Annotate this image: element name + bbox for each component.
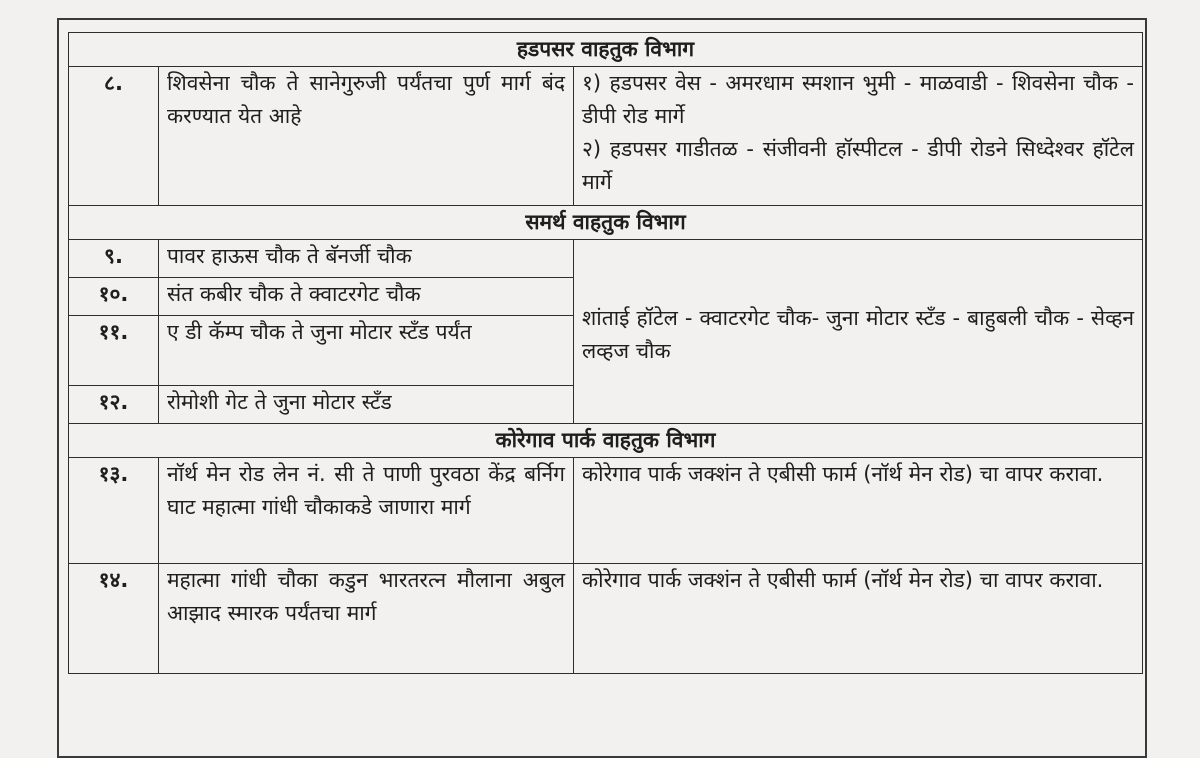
table-row bbox=[69, 240, 1143, 278]
alternate-route: कोरेगाव पार्क जक्शंन ते एबीसी फार्म (नॉर्थ मेन रोड) चा वापर करावा. bbox=[574, 458, 1143, 564]
table-row bbox=[69, 458, 1143, 564]
row-number: १२. bbox=[69, 386, 159, 424]
section-title: समर्थ वाहतुक विभाग bbox=[69, 206, 1143, 240]
road-closure-table bbox=[68, 32, 1143, 674]
row-number: ११. bbox=[69, 316, 159, 386]
section-title: हडपसर वाहतुक विभाग bbox=[69, 33, 1143, 67]
shared-alternate-route: शांताई हॉटेल - क्वाटरगेट चौक- जुना मोटार स्टँड - बाहुबली चौक - सेव्हन लव्हज चौक bbox=[574, 240, 1143, 424]
row-number: १०. bbox=[69, 278, 159, 316]
alternate-route: कोरेगाव पार्क जक्शंन ते एबीसी फार्म (नॉर्थ मेन रोड) चा वापर करावा. bbox=[574, 564, 1143, 674]
alternate-route-option: २) हडपसर गाडीतळ - संजीवनी हॉस्पीटल - डीपी रोडने सिध्देश्वर हॉटेल मार्गे bbox=[582, 137, 1135, 194]
closed-route: नॉर्थ मेन रोड लेन नं. सी ते पाणी पुरवठा केंद्र बर्निग घाट महात्मा गांधी चौकाकडे जाणारा मार्ग bbox=[159, 458, 574, 564]
row-number: ८. bbox=[69, 67, 159, 206]
table-row bbox=[69, 564, 1143, 674]
row-number: ९. bbox=[69, 240, 159, 278]
section-title: कोरेगाव पार्क वाहतुक विभाग bbox=[69, 424, 1143, 458]
table-row bbox=[69, 67, 1143, 206]
alternate-route bbox=[574, 67, 1143, 206]
closed-route: ए डी कॅम्प चौक ते जुना मोटार स्टँड पर्यंत bbox=[159, 316, 574, 386]
row-number: १४. bbox=[69, 564, 159, 674]
closed-route: शिवसेना चौक ते सानेगुरुजी पर्यंतचा पुर्ण मार्ग बंद करण्यात येत आहे bbox=[159, 67, 574, 206]
closed-route: महात्मा गांधी चौका कडुन भारतरत्न मौलाना अबुल आझाद स्मारक पर्यंतचा मार्ग bbox=[159, 564, 574, 674]
section-header-row bbox=[69, 424, 1143, 458]
row-number: १३. bbox=[69, 458, 159, 564]
closed-route: संत कबीर चौक ते क्वाटरगेट चौक bbox=[159, 278, 574, 316]
section-header-row bbox=[69, 33, 1143, 67]
closed-route: पावर हाऊस चौक ते बॅनर्जी चौक bbox=[159, 240, 574, 278]
closed-route: रोमोशी गेट ते जुना मोटार स्टँड bbox=[159, 386, 574, 424]
alternate-route-option: १) हडपसर वेस - अमरधाम स्मशान भुमी - माळवाडी - शिवसेना चौक - डीपी रोड मार्गे bbox=[582, 71, 1135, 128]
section-header-row bbox=[69, 206, 1143, 240]
